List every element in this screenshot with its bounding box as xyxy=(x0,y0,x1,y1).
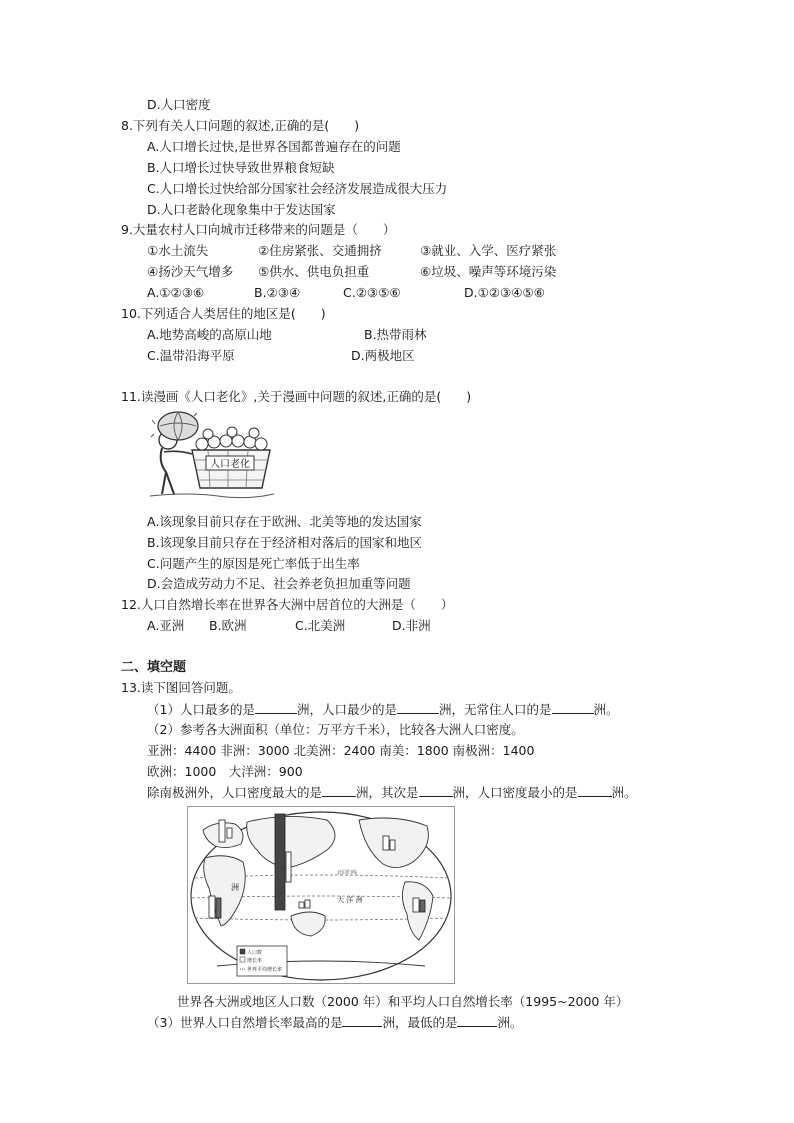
bar-south-america-growth xyxy=(420,900,425,912)
q9-item-2: ②住房紧张、交通拥挤 xyxy=(258,243,382,258)
q13-blank-no-residents[interactable] xyxy=(552,701,594,714)
q13-blank-density-highest[interactable] xyxy=(322,784,356,797)
q13-p2-text-c: 洲，人口密度最小的是 xyxy=(452,785,578,800)
bar-south-america-population xyxy=(413,898,419,912)
q9-option-c: C.②③⑤⑥ xyxy=(343,285,401,300)
world-population-map xyxy=(187,806,455,984)
bar-europe-population xyxy=(219,820,225,842)
q13-blank-least-populous[interactable] xyxy=(397,701,439,714)
q10-stem: 10.下列适合人类居住的地区是( ) xyxy=(121,306,326,321)
section-title-fill-blank: 二、填空题 xyxy=(121,660,187,675)
q13-p3-text-b: 洲，最低的是 xyxy=(382,1015,458,1030)
q13-p1-text-d: 洲。 xyxy=(593,702,619,717)
q13-part3 xyxy=(147,1014,523,1031)
q13-part2-question xyxy=(147,784,637,801)
q11-option-d: D.会造成劳动力不足、社会养老负担加重等问题 xyxy=(147,576,411,591)
q12-option-b: B.欧洲 xyxy=(209,618,247,633)
q13-blank-density-lowest[interactable] xyxy=(578,784,612,797)
q8-option-c: C.人口增长过快给部分国家社会经济发展造成很大压力 xyxy=(147,181,448,196)
q13-p1-text-b: 洲，人口最少的是 xyxy=(296,702,397,717)
q13-blank-density-second[interactable] xyxy=(419,784,453,797)
map-caption: 世界各大洲或地区人口数（2000 年）和平均人口自然增长率（1995~2000 年） xyxy=(177,994,629,1009)
q11-stem: 11.读漫画《人口老化》,关于漫画中问题的叙述,正确的是( ) xyxy=(121,389,472,404)
map-legend xyxy=(237,946,287,976)
q12-option-a: A.亚洲 xyxy=(147,618,185,633)
q8-option-d: D.人口老龄化现象集中于发达国家 xyxy=(147,202,336,217)
q10-option-c: C.温带沿海平原 xyxy=(147,348,235,363)
q13-p2-text-a: 除南极洲外，人口密度最大的是 xyxy=(147,785,323,800)
bar-north-america-population xyxy=(383,836,389,850)
map-label-africa: 洲 xyxy=(231,883,239,892)
q12-option-d: D.非洲 xyxy=(392,618,431,633)
bar-asia-growth xyxy=(286,852,291,882)
bar-oceania-growth xyxy=(305,900,310,908)
q12-option-c: C.北美洲 xyxy=(295,618,346,633)
cartoon-sign-text: 人口老化 xyxy=(210,459,250,470)
bar-asia-population xyxy=(275,814,285,910)
q10-option-a: A.地势高峻的高原山地 xyxy=(147,327,272,342)
q9-option-a: A.①②③⑥ xyxy=(147,285,205,300)
bar-north-america-growth xyxy=(390,840,395,850)
q13-blank-most-populous[interactable] xyxy=(255,701,297,714)
q9-item-6: ⑥垃圾、噪声等环境污染 xyxy=(420,264,557,279)
map-label-tropic: 北回归线 xyxy=(337,870,358,876)
bar-europe-growth xyxy=(227,828,232,838)
q11-option-a: A.该现象目前只存在于欧洲、北美等地的发达国家 xyxy=(147,514,422,529)
legend-population: 人口数 xyxy=(247,950,263,956)
q11-option-c: C.问题产生的原因是死亡率低于出生率 xyxy=(147,556,360,571)
q13-area-line1: 亚洲：4400 非洲：3000 北美洲：2400 南美：1800 南极洲：1400 xyxy=(147,743,535,758)
legend-growth: 增长率 xyxy=(247,958,263,964)
q13-stem: 13.读下图回答问题。 xyxy=(121,680,241,695)
q8-option-b: B.人口增长过快导致世界粮食短缺 xyxy=(147,160,335,175)
q8-option-a: A.人口增长过快,是世界各国都普遍存在的问题 xyxy=(147,139,401,154)
map-label-oceania: 大 洋 洲 xyxy=(337,896,363,904)
cartoon-aging-image xyxy=(148,410,276,502)
q9-option-b: B.②③④ xyxy=(254,285,301,300)
q9-item-1: ①水土流失 xyxy=(147,243,209,258)
q8-stem: 8.下列有关人口问题的叙述,正确的是( ) xyxy=(121,118,360,133)
bar-oceania-population xyxy=(299,902,304,908)
q11-option-b: B.该现象目前只存在于经济相对落后的国家和地区 xyxy=(147,535,423,550)
q13-blank-growth-lowest[interactable] xyxy=(457,1014,497,1027)
q10-option-b: B.热带雨林 xyxy=(364,327,427,342)
q13-p1-text-a: （1）人口最多的是 xyxy=(147,702,255,717)
bar-africa-population xyxy=(209,896,215,918)
q13-p1-text-c: 洲，无常住人口的是 xyxy=(438,702,552,717)
q9-stem: 9.大量农村人口向城市迁移带来的问题是（ ） xyxy=(121,222,396,237)
legend-world-average: 世界平均增长率 xyxy=(247,967,283,973)
q13-area-line2: 欧洲：1000 大洋洲：900 xyxy=(147,764,303,779)
q13-p2-text-b: 洲，其次是 xyxy=(356,785,419,800)
bar-africa-growth xyxy=(216,898,221,918)
q13-p3-text-c: 洲。 xyxy=(497,1015,523,1030)
q13-blank-growth-highest[interactable] xyxy=(342,1014,382,1027)
q7-option-d: D.人口密度 xyxy=(147,97,211,112)
q12-stem: 12.人口自然增长率在世界各大洲中居首位的大洲是（ ） xyxy=(121,597,454,612)
q13-p3-text-a: （3）世界人口自然增长率最高的是 xyxy=(147,1015,343,1030)
q13-part1 xyxy=(147,701,619,718)
q10-option-d: D.两极地区 xyxy=(351,348,415,363)
q9-option-d: D.①②③④⑤⑥ xyxy=(464,285,545,300)
q9-item-4: ④扬沙天气增多 xyxy=(147,264,234,279)
q9-item-5: ⑤供水、供电负担重 xyxy=(258,264,370,279)
q9-item-3: ③就业、入学、医疗紧张 xyxy=(420,243,557,258)
q13-p2-text-d: 洲。 xyxy=(611,785,637,800)
q13-part2: （2）参考各大洲面积（单位：万平方千米），比较各大洲人口密度。 xyxy=(147,722,524,737)
